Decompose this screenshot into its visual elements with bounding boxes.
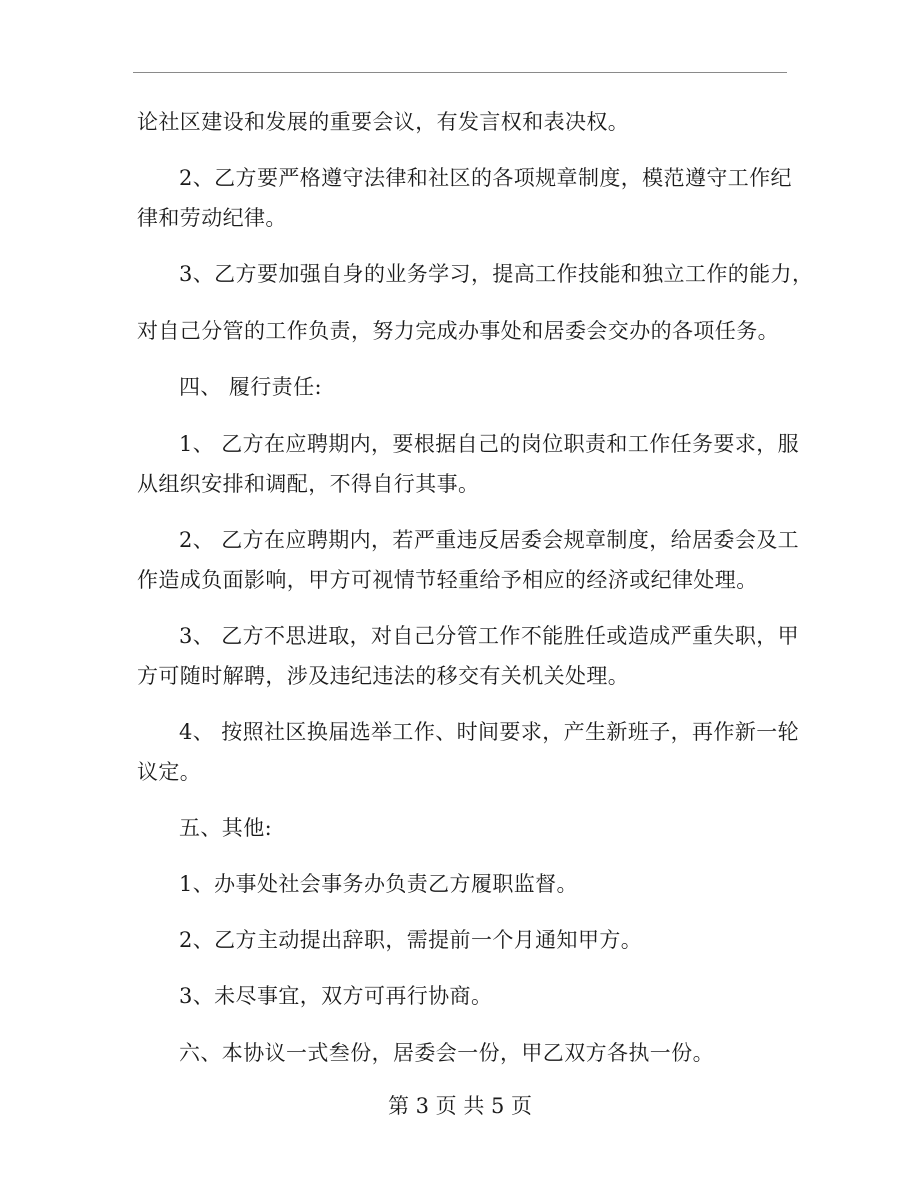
section-heading-5: 五、其他: (179, 816, 273, 840)
section-heading-4: 四、 履行责任: (179, 375, 322, 399)
text-line-11: 3、 乙方不思进取，对自己分管工作不能胜任或造成严重失职，甲 (179, 624, 800, 648)
text-line-12: 方可随时解聘，涉及违纪违法的移交有关机关处理。 (137, 664, 630, 688)
text-line-16: 1、办事处社会事务办负责乙方履职监督。 (179, 872, 578, 896)
header-rule (133, 72, 787, 73)
text-line-8: 从组织安排和调配，不得自行其事。 (137, 472, 480, 496)
page-number: 第 3 页 共 5 页 (387, 1094, 533, 1118)
text-line-5: 对自己分管的工作负责，努力完成办事处和居委会交办的各项任务。 (137, 319, 779, 343)
text-line-14: 议定。 (137, 760, 202, 784)
text-line-9: 2、 乙方在应聘期内，若严重违反居委会规章制度，给居委会及工 (179, 528, 800, 552)
text-line-18: 3、未尽事宜，双方可再行协商。 (179, 984, 493, 1008)
text-line-10: 作造成负面影响，甲方可视情节轻重给予相应的经济或纪律处理。 (137, 568, 758, 592)
text-line-19: 六、本协议一式叁份，居委会一份，甲乙双方各执一份。 (179, 1041, 714, 1065)
text-line-2: 2、乙方要严格遵守法律和社区的各项规章制度，模范遵守工作纪 (179, 166, 792, 190)
text-line-13: 4、 按照社区换届选举工作、时间要求，产生新班子，再作新一轮 (179, 720, 800, 744)
text-line-17: 2、乙方主动提出辞职，需提前一个月通知甲方。 (179, 928, 643, 952)
text-line-7: 1、 乙方在应聘期内，要根据自己的岗位职责和工作任务要求，服 (179, 432, 800, 456)
text-line-4: 3、乙方要加强自身的业务学习，提高工作技能和独立工作的能力， (179, 262, 814, 286)
text-line-1: 论社区建设和发展的重要会议，有发言权和表决权。 (137, 110, 630, 134)
text-line-3: 律和劳动纪律。 (137, 206, 287, 230)
